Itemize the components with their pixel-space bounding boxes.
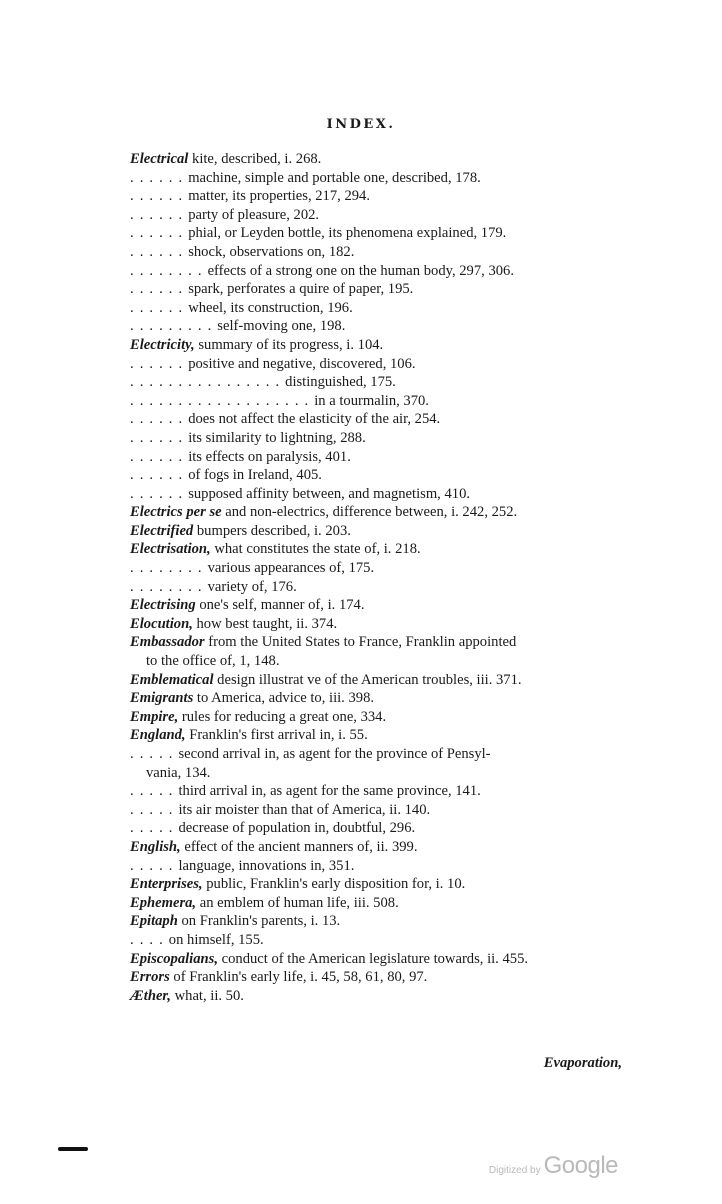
leader-dots: . . . . . .: [130, 299, 189, 316]
index-entry: [130, 448, 630, 467]
entry-text: on Franklin's parents, i. 13.: [177, 913, 341, 930]
entry-text: its similarity to lightning, 288.: [188, 429, 366, 446]
entry-text: self-moving one, 198.: [217, 318, 346, 335]
index-entry: [130, 206, 630, 225]
entry-text: one's self, manner of, i. 174.: [195, 597, 365, 614]
leader-dots: . . . . . .: [130, 225, 189, 242]
index-entry: [130, 875, 630, 894]
leader-dots: . . . . . .: [130, 355, 189, 372]
entry-text: of fogs in Ireland, 405.: [188, 467, 322, 484]
leader-dots: . . . . .: [130, 801, 179, 818]
entry-headword: Electrising: [130, 597, 196, 614]
entry-text: second arrival in, as agent for the province of Pensyl-: [178, 746, 491, 762]
index-entry: [130, 782, 630, 801]
leader-dots: . . . . . .: [130, 188, 189, 205]
entry-text: various appearances of, 175.: [207, 560, 375, 577]
leader-dots: . . . . . . . .: [130, 262, 208, 279]
watermark-brand: Google: [543, 1152, 618, 1179]
index-entry: [130, 466, 630, 485]
entry-text: effects of a strong one on the human body, 297, 306.: [207, 262, 514, 279]
index-entry: [130, 429, 630, 448]
entry-headword: England,: [130, 727, 186, 744]
entry-headword: Emigrants: [130, 690, 194, 707]
entry-text: Franklin's first arrival in, i. 55.: [185, 727, 368, 744]
index-entry: [130, 801, 630, 820]
leader-dots: . . . . .: [130, 820, 179, 837]
index-entry: [130, 150, 630, 169]
index-entry: [130, 169, 630, 188]
entry-headword: Electrified: [130, 522, 194, 539]
index-entry: [130, 522, 630, 541]
leader-dots: . . . . . . . .: [130, 578, 208, 595]
entry-headword: Epitaph: [130, 913, 178, 930]
index-entry: [130, 578, 630, 597]
entry-headword: Elocution,: [130, 615, 193, 632]
entry-text: rules for reducing a great one, 334.: [178, 708, 387, 725]
index-entry: [130, 299, 630, 318]
ink-dash-mark: [58, 1147, 88, 1151]
entry-continuation: to the office of, 1, 148.: [146, 653, 280, 670]
index-entry: [130, 596, 630, 615]
index-entry: [130, 280, 630, 299]
entry-text: supposed affinity between, and magnetism, 410.: [188, 485, 471, 502]
entry-text: does not affect the elasticity of the air, 254.: [188, 411, 441, 428]
entry-text: an emblem of human life, iii. 508.: [196, 894, 399, 911]
entry-headword: Embassador: [130, 634, 205, 651]
leader-dots: . . . . . .: [130, 169, 189, 186]
entry-text: what, ii. 50.: [170, 987, 244, 1004]
index-entry: [130, 187, 630, 206]
entry-text: conduct of the American legislature towards, ii. 455.: [217, 950, 529, 967]
leader-dots: . . . . . .: [130, 485, 189, 502]
index-entry: [130, 243, 630, 262]
entry-headword: Emblematical: [130, 671, 214, 688]
entry-text: distinguished, 175.: [285, 374, 396, 391]
leader-dots: . . . . . .: [130, 467, 189, 484]
entry-text: positive and negative, discovered, 106.: [188, 355, 416, 372]
index-entry: [130, 317, 630, 336]
leader-dots: . . . . .: [130, 783, 179, 800]
entry-text: language, innovations in, 351.: [178, 857, 355, 874]
entry-text: wheel, its construction, 196.: [188, 299, 353, 316]
entry-headword: Electrics per se: [130, 504, 222, 521]
leader-dots: . . . . . .: [130, 448, 189, 465]
entry-text: phial, or Leyden bottle, its phenomena explained, 179.: [188, 225, 507, 242]
index-entry: [130, 745, 630, 764]
index-entry: [130, 262, 630, 281]
index-entries: [130, 150, 630, 1005]
entry-headword: Ephemera,: [130, 894, 197, 911]
index-entry: [130, 633, 630, 652]
entry-text: on himself, 155.: [168, 931, 264, 948]
entry-text: matter, its properties, 217, 294.: [188, 188, 370, 205]
index-entry: [130, 987, 630, 1006]
leader-dots: . . . . . .: [130, 206, 189, 223]
leader-dots: . . . . . .: [130, 243, 189, 260]
index-entry: [130, 857, 630, 876]
leader-dots: . . . . .: [130, 746, 179, 762]
index-entry: [130, 968, 630, 987]
leader-dots: . . . . . . . . .: [130, 318, 218, 335]
entry-text: variety of, 176.: [207, 578, 297, 595]
leader-dots: . . . . .: [130, 857, 179, 874]
entry-text: and non-electrics, difference between, i. 242, 252.: [221, 504, 518, 521]
entry-text: shock, observations on, 182.: [188, 243, 355, 260]
index-entry: [130, 838, 630, 857]
entry-text: decrease of population in, doubtful, 296.: [178, 820, 416, 837]
entry-text: third arrival in, as agent for the same province, 141.: [178, 783, 481, 800]
leader-dots: . . . . . .: [130, 411, 189, 428]
index-entry: [130, 540, 630, 559]
index-entry: [130, 671, 630, 690]
leader-dots: . . . . . . . .: [130, 560, 208, 577]
entry-text: machine, simple and portable one, described, 178.: [188, 169, 481, 186]
entry-text: its air moister than that of America, ii. 140.: [178, 801, 431, 818]
entry-continuation: vania, 134.: [146, 764, 211, 781]
entry-text: public, Franklin's early disposition for, i. 10.: [202, 876, 466, 893]
index-entry: [130, 485, 630, 504]
entry-headword: Electrical: [130, 151, 189, 167]
index-entry: [130, 355, 630, 374]
entry-text: kite, described, i. 268.: [188, 151, 322, 167]
entry-text: design illustrat ve of the American troubles, iii. 371.: [213, 671, 522, 688]
entry-text: to America, advice to, iii. 398.: [193, 690, 375, 707]
entry-text: spark, perforates a quire of paper, 195.: [188, 281, 414, 298]
entry-text: its effects on paralysis, 401.: [188, 448, 351, 465]
leader-dots: . . . . . .: [130, 429, 189, 446]
entry-text: bumpers described, i. 203.: [193, 522, 351, 539]
entry-headword: Æther,: [130, 987, 171, 1004]
entry-headword: Episcopalians,: [130, 950, 218, 967]
index-entry: [130, 950, 630, 969]
entry-headword: Electricity,: [130, 336, 195, 353]
index-entry: [130, 931, 630, 950]
entry-text: what constitutes the state of, i. 218.: [210, 541, 421, 558]
entry-text: in a tourmalin, 370.: [314, 392, 429, 409]
entry-text: party of pleasure, 202.: [188, 206, 320, 223]
entry-text: of Franklin's early life, i. 45, 58, 61, 80, 97.: [169, 969, 428, 986]
digitized-watermark: [489, 1152, 618, 1180]
index-entry: [130, 894, 630, 913]
entry-headword: Electrisation,: [130, 541, 211, 558]
catchword: Evaporation,: [543, 1055, 622, 1071]
leader-dots: . . . .: [130, 931, 169, 948]
index-entry: [130, 392, 630, 411]
entry-headword: Errors: [130, 969, 170, 986]
entry-text: summary of its progress, i. 104.: [194, 336, 384, 353]
watermark-prefix: Digitized by: [488, 1165, 541, 1176]
entry-text: how best taught, ii. 374.: [192, 615, 338, 632]
index-entry: [130, 726, 630, 745]
leader-dots: . . . . . . . . . . . . . . . .: [130, 374, 286, 391]
leader-dots: . . . . . . . . . . . . . . . . . . .: [130, 392, 315, 409]
index-entry: [130, 912, 630, 931]
index-entry: [130, 336, 630, 355]
index-entry: [130, 503, 630, 522]
index-entry: [130, 615, 630, 634]
index-entry: [130, 410, 630, 429]
page-header: INDEX.: [326, 117, 396, 132]
index-entry: [130, 373, 630, 392]
leader-dots: . . . . . .: [130, 281, 189, 298]
index-entry: [130, 708, 630, 727]
index-entry: [130, 559, 630, 578]
entry-text: effect of the ancient manners of, ii. 399.: [180, 838, 418, 855]
entry-headword: Empire,: [130, 708, 179, 725]
index-entry: [130, 224, 630, 243]
entry-headword: Enterprises,: [130, 876, 203, 893]
index-entry: [130, 689, 630, 708]
entry-headword: English,: [130, 838, 181, 855]
entry-text: from the United States to France, Franklin appointed: [204, 634, 517, 651]
index-entry: [130, 819, 630, 838]
